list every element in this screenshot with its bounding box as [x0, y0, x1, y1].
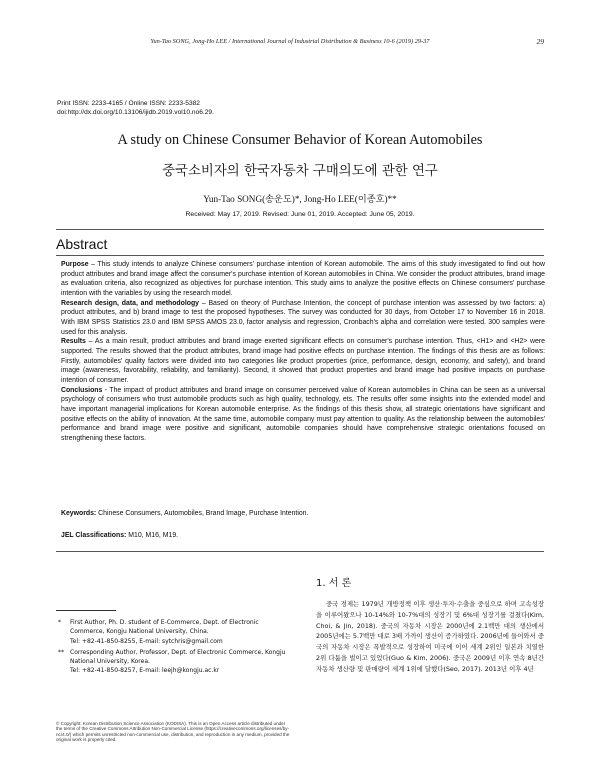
divider [56, 551, 544, 552]
received-dates: Received: May 17, 2019. Revised: June 01, 2019. Accepted: June 05, 2019. [185, 211, 415, 218]
footnote-corresponding-author [56, 648, 288, 676]
footnote-first-author [56, 618, 288, 646]
page-number: 29 [536, 37, 544, 46]
footnote-contact: Tel: +82-41-850-8255, E-mail: sytchris@gmail.com [70, 637, 223, 645]
footnote-contact: Tel: +82-41-850-8257, E-mail: leejh@kongju.ac.kr [70, 667, 220, 675]
abstract-heading: Abstract [56, 236, 108, 252]
research-text: – Based on theory of Purchase Intention, the concept of purchase intention was assessed by two factors: a) product attributes, and b) brand image to test the proposed hypotheses. The survey was conducted for 30 days, from October 17 to November 16 in 2018. With IBM SPSS Statistics 23.0 and IBM SPSS AMOS 23.0, factor analysis and regression, Cronbach's alpha and correlation were tested. 300 samples were used for this analysis. [61, 299, 545, 336]
doi-line: doi:http://dx.doi.org/10.13106/ijidb.2019.vol10.no6.29. [57, 109, 214, 116]
footnotes [56, 618, 288, 678]
issn-block [57, 99, 214, 117]
research-label: Research design, data, and methodology [61, 299, 199, 307]
purpose-text: – This study intends to analyze Chinese consumers' purchase intention of Korean automobile. The aims of this study investigated to find out how product attributes and brand image affect the consumer's purchase intention of Korean automobiles in China. We consider the product attributes, brand image as evaluation criteria, also recognized as objectives for purchase intention. This study aims to analyze the positive effects on Chinese consumers' purchase intention with the variables by using the research model. [61, 261, 545, 297]
footnote-marker: ** [58, 648, 64, 656]
conclusions-label: Conclusions [61, 386, 103, 394]
abstract-results [61, 337, 545, 385]
running-head: Yun-Tao SONG, Jong-Ho LEE / International Journal of Industrial Distribution & Business 10-6 (2019) 29-37 [150, 38, 430, 45]
divider [56, 255, 544, 256]
footnote-text: First Author, Ph. D. student of E-Commerce, Dept. of Electronic Commerce, Kongju National University, China. [70, 619, 259, 636]
abstract-research [61, 299, 545, 338]
copyright-notice: © Copyright: Korean Distribution Science Association (KODISA). This is an Open Access article distributed under the terms of the Creative Commons Attribution Non-Commercial License (https://creativecommons.org/licenses/by-nc/4.0/) which permits unrestricted non-commercial use, distribution, and reproduction in any medium, provided the original work is properly cited. [56, 721, 290, 743]
abstract-body [61, 260, 545, 443]
jel-label: JEL Classifications: [61, 532, 127, 539]
title-english: A study on Chinese Consumer Behavior of Korean Automobiles [117, 132, 483, 148]
purpose-label: Purpose [61, 261, 89, 268]
conclusions-text: - The impact of product attributes and brand image on consumer perceived value of Korean automobiles in China can be seen as a universal psychology of consumers who trust automobile products such as high quality, technology, ets. The results offer some insights into the extended model and have important managerial implications for Korean automobile enterprise. As the findings of this thesis show, all strategic orientations have significant and positive effects on the ability of innovation. At the same time, automobile company must pay attention to quality. As the relationship between the automobiles' performance and brand image were positive and significant, automobile companies should have comprehensive strategic orientations focused on strengthening these factors. [61, 386, 545, 442]
keywords-text: Chinese Consumers, Automobiles, Brand Image, Purchase Intention. [96, 510, 309, 517]
results-label: Results [61, 338, 86, 346]
footnote-divider [56, 610, 116, 611]
keywords [61, 510, 545, 517]
authors: Yun-Tao SONG(송운도)*, Jong-Ho LEE(이종호)** [203, 194, 397, 204]
results-text: – As a main result, product attributes and brand image exerted significant effects on consumer's purchase intention. Thus, <H1> and <H2> were supported. The results showed that the product attributes, brand image had positive effects on purchase intention. The findings of this thesis are as follows: Firstly, automobiles' quality factors were divided into two categories like product properties (price, performance, design, economy, and safety), and brand image (awareness, favorability, reliability, and familiarity). Second, it showed that product properties and brand image had positive impacts on purchase intention of consumer. [61, 338, 545, 384]
keywords-label: Keywords: [61, 510, 97, 517]
footnote-marker: * [58, 619, 61, 626]
jel-classifications [61, 532, 545, 539]
footnote-text: Corresponding Author, Professor, Dept. of Electronic Commerce, Kongju National University, Korea. [70, 648, 286, 666]
introduction-text: 중국 경제는 1979년 개방정책 이후 생산·투자·수출을 중심으로 하며 고속성장을 이루어왔으나 10-14%와 10-7%대의 성장기 및 6%대 성장기를 걸쳤다(Kim, Choi, & Jin, 2018). 중국의 자동차 시장은 2000년에 2.1백만 대의 생산에서 2005년에는 5.7백만 대로 3배 가까이 생산이 증가하였다. 2006년에 들어와서 중국의 자동차 시장은 폭발적으로 성장하여 미국에 이어 세계 2위인 일본과 치열한 2위 다툼을 벌이고 있었다(Guo & Kim, 2006). 중국은 2009년 이후 연속 8년간 자동차 생산량 및 판매량이 세계 1위에 달했다(Seo, 2017). 2013년 이후 4년 [316, 600, 544, 673]
issn-line: Print ISSN: 2233-4165 / Online ISSN: 2233-5382 [57, 100, 200, 107]
abstract-purpose [61, 260, 545, 299]
abstract-conclusions [61, 386, 545, 444]
divider [56, 229, 544, 230]
section-heading-introduction: 1. 서 론 [316, 578, 352, 589]
title-korean: 중국소비자의 한국자동차 구매의도에 관한 연구 [162, 164, 438, 179]
jel-text: M10, M16, M19. [126, 532, 179, 539]
